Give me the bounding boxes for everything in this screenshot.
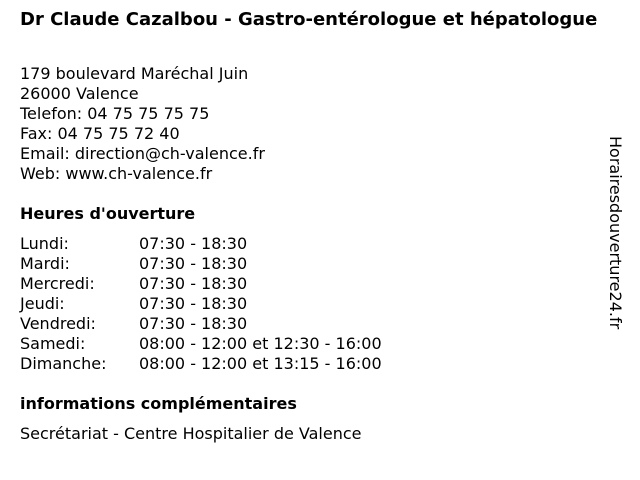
- hours-row: [20, 334, 382, 354]
- hours-day: Lundi:: [20, 234, 69, 253]
- hours-row: [20, 294, 382, 314]
- hours-row: [20, 354, 382, 374]
- hours-day: Mardi:: [20, 254, 70, 273]
- hours-time: 07:30 - 18:30: [139, 274, 248, 293]
- website-address: Web: www.ch-valence.fr: [20, 164, 213, 183]
- email-address: Email: direction@ch-valence.fr: [20, 144, 265, 163]
- hours-time: 07:30 - 18:30: [139, 234, 248, 253]
- page-title: Dr Claude Cazalbou - Gastro-entérologue et hépatologue: [20, 9, 598, 30]
- address-street: 179 boulevard Maréchal Juin: [20, 64, 249, 83]
- hours-time: 08:00 - 12:00 et 13:15 - 16:00: [139, 354, 382, 373]
- hours-row: [20, 254, 382, 274]
- hours-time: 07:30 - 18:30: [139, 254, 248, 273]
- hours-day: Samedi:: [20, 334, 86, 353]
- hours-day: Vendredi:: [20, 314, 96, 333]
- hours-day: Dimanche:: [20, 354, 107, 373]
- hours-time: 08:00 - 12:00 et 12:30 - 16:00: [139, 334, 382, 353]
- hours-day: Mercredi:: [20, 274, 95, 293]
- hours-time: 07:30 - 18:30: [139, 294, 248, 313]
- address-city: 26000 Valence: [20, 84, 139, 103]
- additional-info-text: Secrétariat - Centre Hospitalier de Valence: [20, 424, 362, 443]
- phone-number: Telefon: 04 75 75 75 75: [20, 104, 210, 123]
- hours-row: [20, 234, 382, 254]
- hours-time: 07:30 - 18:30: [139, 314, 248, 333]
- fax-number: Fax: 04 75 75 72 40: [20, 124, 180, 143]
- opening-hours-table: [20, 234, 382, 374]
- additional-info-heading: informations complémentaires: [20, 394, 297, 413]
- brand-watermark: Horairesdouverture24.fr: [606, 136, 625, 330]
- opening-hours-heading: Heures d'ouverture: [20, 204, 196, 223]
- hours-day: Jeudi:: [20, 294, 65, 313]
- hours-row: [20, 314, 382, 334]
- hours-row: [20, 274, 382, 294]
- contact-block: [20, 64, 265, 184]
